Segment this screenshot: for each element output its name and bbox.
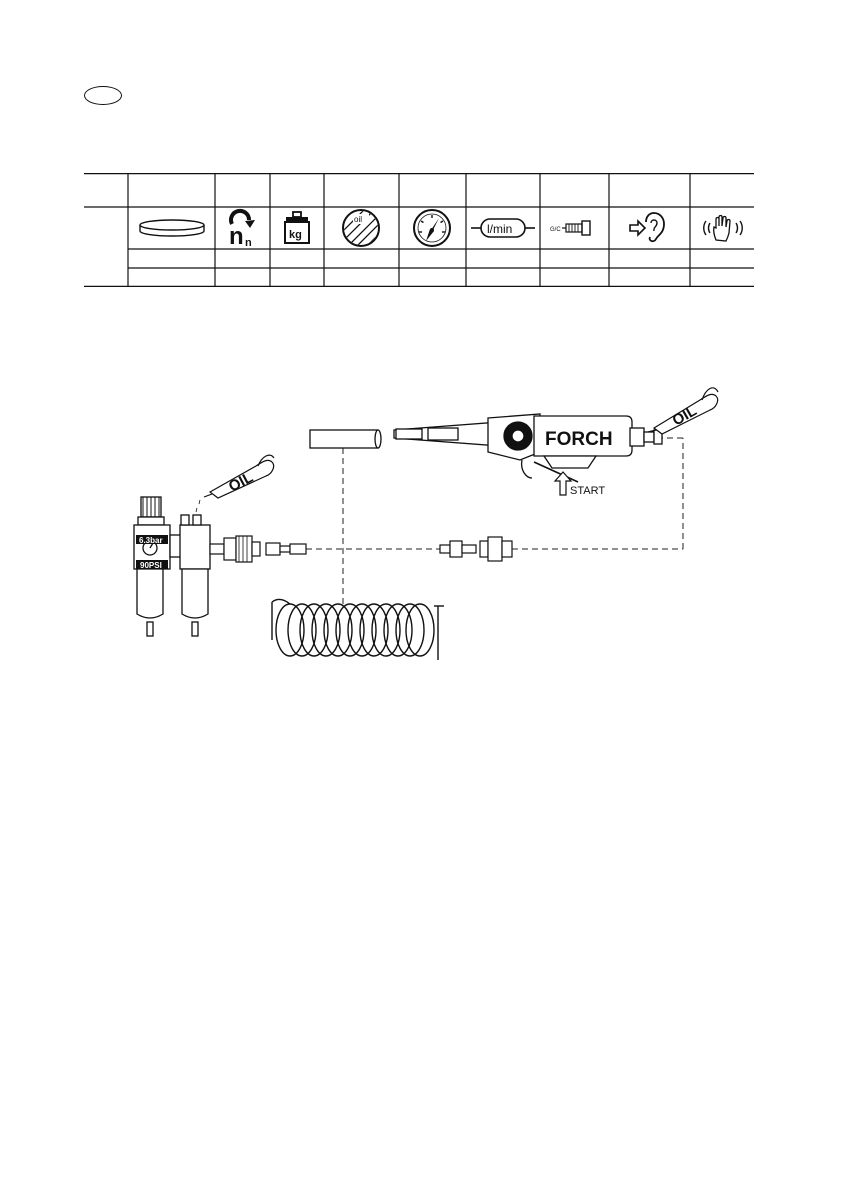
nipple-left bbox=[266, 543, 306, 555]
quick-coupler-left bbox=[210, 536, 260, 562]
gauge-psi-label: 90PSI bbox=[140, 561, 162, 570]
rotation-speed-icon bbox=[215, 208, 270, 248]
noise-ear-icon bbox=[609, 208, 691, 248]
pressure-gauge-icon bbox=[398, 208, 466, 248]
start-arrow-icon bbox=[555, 472, 571, 495]
air-consumption-icon bbox=[466, 208, 540, 248]
language-marker-oval bbox=[84, 86, 122, 105]
start-label: START bbox=[570, 485, 606, 497]
air-inlet-thread-icon bbox=[540, 208, 609, 248]
thread-text: G/C bbox=[549, 227, 561, 233]
spiral-air-hose bbox=[272, 599, 444, 660]
nipple-right bbox=[440, 541, 476, 557]
weight-kg-icon bbox=[270, 208, 324, 248]
belt-loop-icon bbox=[128, 208, 215, 248]
oil-text: oil bbox=[354, 215, 363, 224]
hose-tube bbox=[310, 430, 381, 448]
belt-sander-tool bbox=[394, 414, 662, 482]
oil-label-left: OIL bbox=[225, 468, 256, 496]
diagram-canvas bbox=[0, 360, 843, 680]
vibration-hand-icon bbox=[691, 208, 754, 248]
air-supply-diagram bbox=[0, 360, 843, 680]
quick-coupler-right bbox=[480, 537, 512, 561]
brand-logo: FORCH bbox=[545, 429, 613, 450]
dashed-connection-lines bbox=[306, 438, 683, 606]
gauge-bar-label: 6.3bar bbox=[139, 536, 163, 545]
air-consumption-unit: l/min bbox=[487, 222, 513, 236]
oil-pressure-icon bbox=[324, 208, 398, 248]
oil-label-right: OIL bbox=[669, 402, 700, 430]
weight-unit-text: kg bbox=[289, 229, 302, 241]
speed-symbol: n bbox=[228, 223, 244, 248]
speed-subscript: n bbox=[244, 237, 252, 248]
